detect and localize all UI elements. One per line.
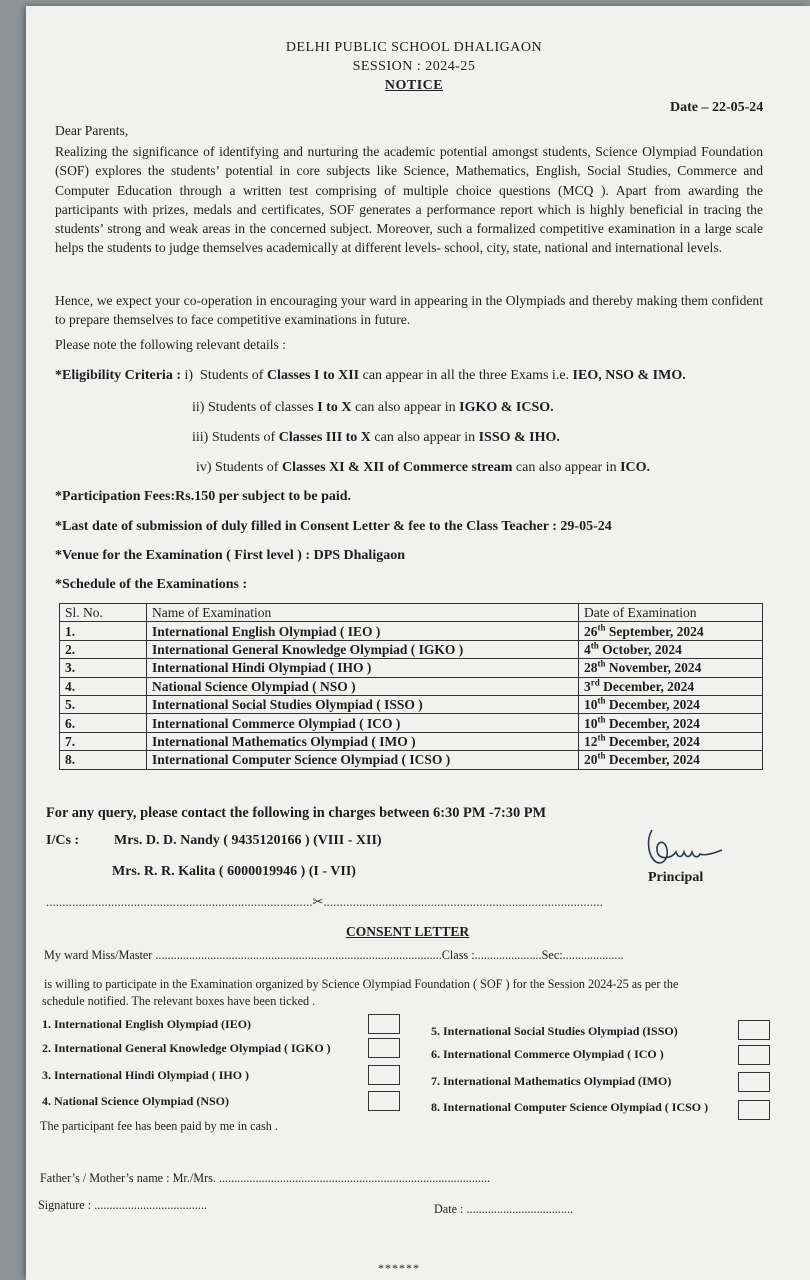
ics-label: I/Cs : — [46, 833, 80, 848]
query-contact: For any query, please contact the following in charges between 6:30 PM -7:30 PM — [46, 805, 547, 821]
schedule-row — [60, 695, 763, 713]
row-exam-name: International Mathematics Olympiad ( IMO ) — [147, 732, 579, 750]
row-exam-name: International English Olympiad ( IEO ) — [147, 622, 579, 640]
row-exam-name: International Commerce Olympiad ( ICO ) — [147, 714, 579, 732]
participation-fees: *Participation Fees:Rs.150 per subject to be paid. — [55, 489, 352, 504]
schedule-table — [59, 603, 763, 770]
row-exam-date: 20th December, 2024 — [579, 751, 763, 769]
scissors-icon: ✂ — [312, 895, 324, 910]
cooperation-paragraph: Hence, we expect your co-operation in encouraging your ward in appearing in the Olympiads and thereby making them confident to prepare themselves to face competitive examinations in future. — [55, 293, 763, 328]
parent-name-line: Father’s / Mother’s name : Mr./Mrs. ......................................................................................... — [40, 1171, 491, 1185]
row-sl-no: 4. — [60, 677, 147, 695]
schedule-label: *Schedule of the Examinations : — [55, 577, 248, 592]
eligibility-line-iv: iv) Students of Classes XI & XII of Commerce stream can also appear in ICO. — [196, 460, 651, 475]
consent-checkbox[interactable] — [368, 1014, 400, 1034]
col-sl-no: Sl. No. — [60, 604, 147, 622]
eligibility-line-ii: ii) Students of classes I to X can also appear in IGKO & ICSO. — [192, 400, 554, 415]
salutation: Dear Parents, — [55, 123, 129, 138]
row-sl-no: 2. — [60, 640, 147, 658]
row-sl-no: 6. — [60, 714, 147, 732]
consent-exam-item: 6. International Commerce Olympiad ( ICO ) — [431, 1047, 664, 1061]
row-exam-name: International Computer Science Olympiad ( ICSO ) — [147, 751, 579, 769]
consent-exam-item: 5. International Social Studies Olympiad (ISSO) — [431, 1024, 678, 1038]
row-sl-no: 5. — [60, 695, 147, 713]
fee-paid-statement: The participant fee has been paid by me in cash . — [40, 1119, 278, 1133]
row-sl-no: 3. — [60, 659, 147, 677]
schedule-row — [60, 751, 763, 769]
cut-line: ..................................................................................✂...................................................................................... — [46, 894, 603, 910]
row-exam-date: 4th October, 2024 — [579, 640, 763, 658]
row-exam-date: 12th December, 2024 — [579, 732, 763, 750]
consent-title: CONSENT LETTER — [346, 924, 470, 939]
consent-checkbox[interactable] — [368, 1065, 400, 1085]
details-intro: Please note the following relevant details : — [55, 337, 287, 352]
venue: *Venue for the Examination ( First level ) : DPS Dhaligaon — [55, 548, 405, 563]
schedule-row — [60, 659, 763, 677]
ward-line: My ward Miss/Master ..............................................................................................Class :......................Sec:.................... — [44, 948, 624, 962]
row-exam-date: 3rd December, 2024 — [579, 677, 763, 695]
principal-label: Principal — [648, 870, 704, 885]
row-exam-name: International Social Studies Olympiad ( ISSO ) — [147, 695, 579, 713]
schedule-row — [60, 640, 763, 658]
col-exam-name: Name of Examination — [147, 604, 579, 622]
row-exam-name: International General Knowledge Olympiad ( IGKO ) — [147, 640, 579, 658]
end-stars: ****** — [378, 1261, 420, 1275]
intro-paragraph: Realizing the significance of identifying and nurturing the academic potential amongst students, Science Olympiad Foundation (SOF) explores the students’ potential in core subjects like Science, Mathematics, English, Social Studies, Commerce and Computer Education through a written test comprising of multiple choice questions (MCQ ). Apart from awarding the participants with prizes, medals and certificates, SOF generates a performance report which is highly beneficial in tracing the students’ strong and weak areas in the concerned subject. Moreover, such a formalized competitive examination in a large scale helps the students to judge themselves academically at different levels- school, city, state, national and international levels. — [55, 144, 763, 256]
notice-title: NOTICE — [384, 78, 444, 93]
incharge-1: Mrs. D. D. Nandy ( 9435120166 ) (VIII - XII) — [114, 833, 382, 848]
eligibility-line-iii: iii) Students of Classes III to X can also appear in ISSO & IHO. — [192, 430, 560, 445]
schedule-header-row — [60, 604, 763, 622]
consent-exam-item: 3. International Hindi Olympiad ( IHO ) — [42, 1068, 250, 1082]
school-name: DELHI PUBLIC SCHOOL DHALIGAON — [285, 40, 543, 55]
row-exam-date: 10th December, 2024 — [579, 714, 763, 732]
row-exam-date: 28th November, 2024 — [579, 659, 763, 677]
signature-line: Signature : ..................................... — [38, 1198, 207, 1212]
consent-exam-item: 4. National Science Olympiad (NSO) — [42, 1094, 230, 1108]
consent-checkbox[interactable] — [368, 1091, 400, 1111]
schedule-row — [60, 622, 763, 640]
incharge-2: Mrs. R. R. Kalita ( 6000019946 ) (I - VII) — [112, 864, 356, 879]
row-exam-name: National Science Olympiad ( NSO ) — [147, 677, 579, 695]
consent-exam-item: 8. International Computer Science Olympiad ( ICSO ) — [431, 1100, 709, 1114]
schedule-row — [60, 677, 763, 695]
consent-checkbox[interactable] — [738, 1100, 770, 1120]
col-exam-date: Date of Examination — [579, 604, 763, 622]
consent-line-2: is willing to participate in the Examination organized by Science Olympiad Foundation ( SOF ) for the Session 2024-25 as per the — [44, 977, 679, 991]
consent-checkbox[interactable] — [368, 1038, 400, 1058]
schedule-row — [60, 714, 763, 732]
eligibility-label: *Eligibility Criteria : — [55, 368, 181, 383]
row-sl-no: 8. — [60, 751, 147, 769]
row-sl-no: 7. — [60, 732, 147, 750]
consent-checkbox[interactable] — [738, 1072, 770, 1092]
notice-page — [26, 6, 810, 1280]
consent-line-3: schedule notified. The relevant boxes have been ticked . — [42, 994, 316, 1008]
row-exam-date: 26th September, 2024 — [579, 622, 763, 640]
session-label: SESSION : 2024-25 — [352, 59, 476, 74]
eligibility-line-i: *Eligibility Criteria : i) Students of Classes I to XII can appear in all the three Exams i.e. IEO, NSO & IMO. — [55, 368, 686, 383]
principal-signature — [642, 826, 732, 876]
row-exam-name: International Hindi Olympiad ( IHO ) — [147, 659, 579, 677]
schedule-row — [60, 732, 763, 750]
consent-exam-item: 7. International Mathematics Olympiad (IMO) — [431, 1074, 672, 1088]
consent-checkbox[interactable] — [738, 1020, 770, 1040]
date-line: Date : ................................... — [434, 1202, 574, 1216]
consent-exam-item: 1. International English Olympiad (IEO) — [42, 1017, 252, 1031]
row-sl-no: 1. — [60, 622, 147, 640]
consent-checkbox[interactable] — [738, 1045, 770, 1065]
notice-date: Date – 22-05-24 — [670, 100, 764, 115]
last-date: *Last date of submission of duly filled in Consent Letter & fee to the Class Teacher : 29-05-24 — [55, 519, 612, 534]
row-exam-date: 10th December, 2024 — [579, 695, 763, 713]
consent-exam-item: 2. International General Knowledge Olympiad ( IGKO ) — [42, 1041, 331, 1055]
